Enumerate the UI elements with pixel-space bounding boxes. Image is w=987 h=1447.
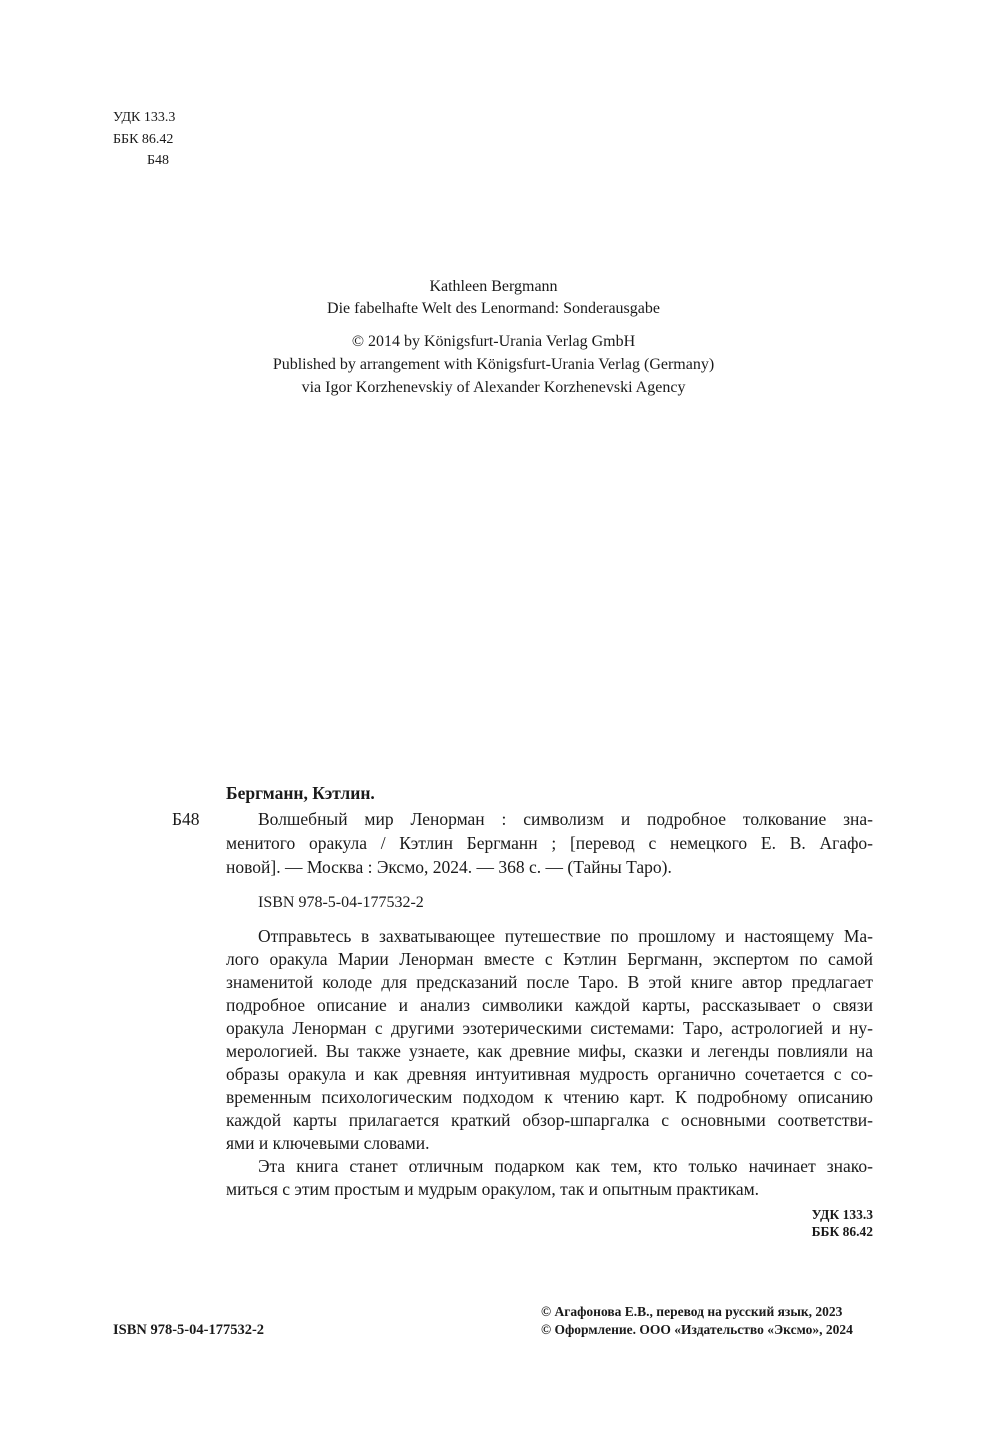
catalog-isbn: ISBN 978-5-04-177532-2 — [258, 894, 424, 911]
annotation-line: лого оракула Марии Ленорман вместе с Кэтлин Бергманн, экспертом по самой — [226, 949, 873, 969]
footer-isbn: ISBN 978-5-04-177532-2 — [113, 1322, 265, 1338]
copyright-design: © Оформление. ООО «Издательство «Эксмо», 2024 — [541, 1322, 853, 1337]
udk-code: УДК 133.3 — [113, 110, 176, 125]
annotation-line: образы оракула и как древняя интуитивная мудрость органично сочетается с со- — [226, 1064, 873, 1084]
annotation-line: ями и ключевыми словами. — [226, 1133, 430, 1153]
catalog-udk: УДК 133.3 — [811, 1207, 873, 1222]
original-author: Kathleen Bergmann — [429, 278, 558, 295]
catalog-heading: Бергманн, Кэтлин. — [226, 783, 375, 803]
agency-note: via Igor Korzhenevskiy of Alexander Korzhenevski Agency — [301, 379, 686, 396]
annotation-line: оракула Ленорман с другими эзотерическими системами: Таро, астрологией и ну- — [226, 1018, 873, 1038]
arrangement-note: Published by arrangement with Königsfurt-Urania Verlag (Germany) — [272, 356, 715, 373]
catalog-author-mark: Б48 — [172, 809, 200, 829]
annotation-line: знаменитой колоде для предсказаний после Таро. В этой книге автор предлагает — [226, 972, 873, 992]
annotation-line: каждой карты прилагается краткий обзор-шпаргалка с основными соответстви- — [226, 1110, 873, 1130]
description-line: Волшебный мир Ленорман : символизм и подробное толкование зна- — [258, 809, 873, 829]
author-mark: Б48 — [147, 153, 170, 168]
copyright-translation: © Агафонова Е.В., перевод на русский язык, 2023 — [541, 1304, 843, 1319]
annotation-line: мерологией. Вы также узнаете, как древние мифы, сказки и легенды повлияли на — [226, 1041, 873, 1061]
annotation-line: подробное описание и анализ символики каждой карты, рассказывает о связи — [226, 995, 873, 1015]
description-line: менитого оракула / Кэтлин Бергманн ; [перевод с немецкого Е. В. Агафо- — [226, 833, 873, 853]
catalog-bbk: ББК 86.42 — [811, 1224, 873, 1239]
annotation-line: миться с этим простым и мудрым оракулом, так и опытным практикам. — [226, 1179, 760, 1199]
annotation-line: Эта книга станет отличным подарком как тем, кто только начинает знако- — [258, 1156, 873, 1176]
description-line: новой]. — Москва : Эксмо, 2024. — 368 с. — (Тайны Таро). — [226, 857, 672, 877]
original-title: Die fabelhafte Welt des Lenormand: Sonderausgabe — [327, 300, 660, 317]
annotation-line: Отправьтесь в захватывающее путешествие по прошлому и настоящему Ма- — [258, 926, 873, 946]
original-copyright: © 2014 by Königsfurt-Urania Verlag GmbH — [351, 333, 636, 350]
annotation-line: временным психологическим подходом к чтению карт. К подробному описанию — [226, 1087, 873, 1107]
bbk-code: ББК 86.42 — [113, 132, 174, 147]
